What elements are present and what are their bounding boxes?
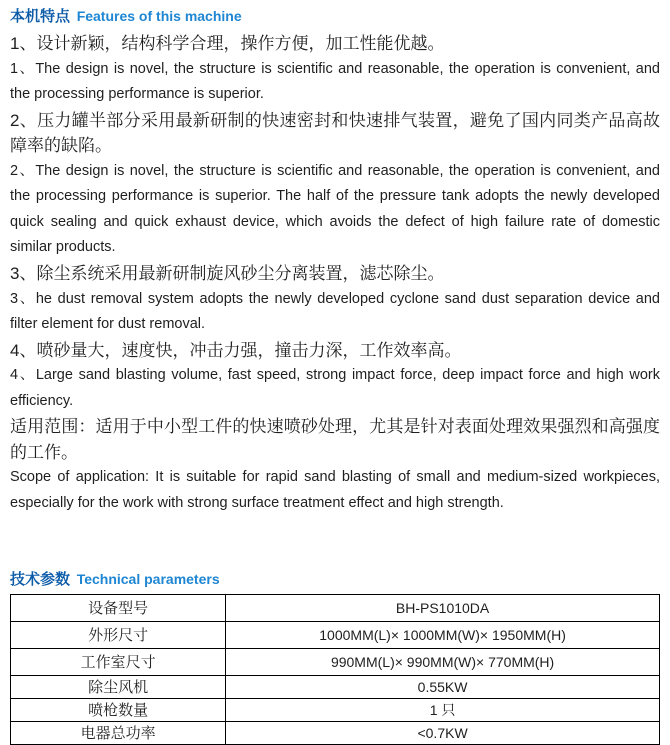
- tech-parameters-heading: [10, 568, 660, 589]
- table-row: [11, 594, 660, 621]
- spec-value-cell: 990MM(L)× 990MM(W)× 770MM(H): [226, 648, 660, 675]
- table-row: [11, 675, 660, 698]
- spec-label-cell: 设备型号: [11, 594, 226, 621]
- scope-en: Scope of application: It is suitable for rapid sand blasting of small and medium-sized workpieces, especially for the work with strong surface treatment effect and high strength.: [10, 469, 660, 512]
- feature-3-en: 3、he dust removal system adopts the newly developed cyclone sand dust separation device and filter element for dust removal.: [10, 290, 660, 333]
- feature-2-zh: 2、压力罐半部分采用最新研制的快速密封和快速排气装置，避免了国内同类产品高故障率的缺陷。: [10, 110, 660, 156]
- spec-label-cell: 喷枪数量: [11, 698, 226, 721]
- table-row: [11, 648, 660, 675]
- features-heading-en: Features of this machine: [76, 8, 242, 24]
- tech-heading-en: Technical parameters: [76, 570, 220, 587]
- spec-label-cell: 除尘风机: [11, 675, 226, 698]
- tech-parameters-table: [10, 594, 660, 745]
- table-row: [11, 721, 660, 744]
- table-row: [11, 698, 660, 721]
- scope-zh: 适用范围：适用于中小型工件的快速喷砂处理，尤其是针对表面处理效果强烈和高强度的工作。: [10, 417, 660, 462]
- spec-label-cell: 工作室尺寸: [11, 648, 226, 675]
- feature-4-zh: 4、喷砂量大，速度快，冲击力强，撞击力深，工作效率高。: [10, 340, 462, 360]
- table-row: [11, 621, 660, 648]
- feature-1-en: 1、The design is novel, the structure is scientific and reasonable, the operation is convenient, and the processing performance is superior.: [10, 60, 660, 103]
- feature-3-zh: 3、除尘系统采用最新研制旋风砂尘分离装置，滤芯除尘。: [10, 264, 445, 284]
- feature-1-zh: 1、设计新颖，结构科学合理，操作方便，加工性能优越。: [10, 34, 445, 53]
- spec-label-cell: 电器总功率: [11, 721, 226, 744]
- spec-value-cell: <0.7KW: [226, 721, 660, 744]
- features-heading: [10, 5, 660, 26]
- spec-value-cell: 1 只: [226, 698, 660, 721]
- spec-value-cell: BH-PS1010DA: [226, 594, 660, 621]
- spec-value-cell: 0.55KW: [226, 675, 660, 698]
- feature-2-en: 2、The design is novel, the structure is scientific and reasonable, the operation is convenient, and the processing performance is superior. The half of the pressure tank adopts the newly developed quick sealing and quick exhaust device, which avoids the defect of high failure rate of domestic similar products.: [10, 162, 660, 256]
- feature-4-en: 4、Large sand blasting volume, fast speed, strong impact force, deep impact force and high work efficiency.: [10, 367, 660, 409]
- spec-value-cell: 1000MM(L)× 1000MM(W)× 1950MM(H): [226, 621, 660, 648]
- tech-heading-zh: 技术参数: [10, 570, 71, 588]
- features-heading-zh: 本机特点: [10, 8, 71, 25]
- spec-label-cell: 外形尺寸: [11, 621, 226, 648]
